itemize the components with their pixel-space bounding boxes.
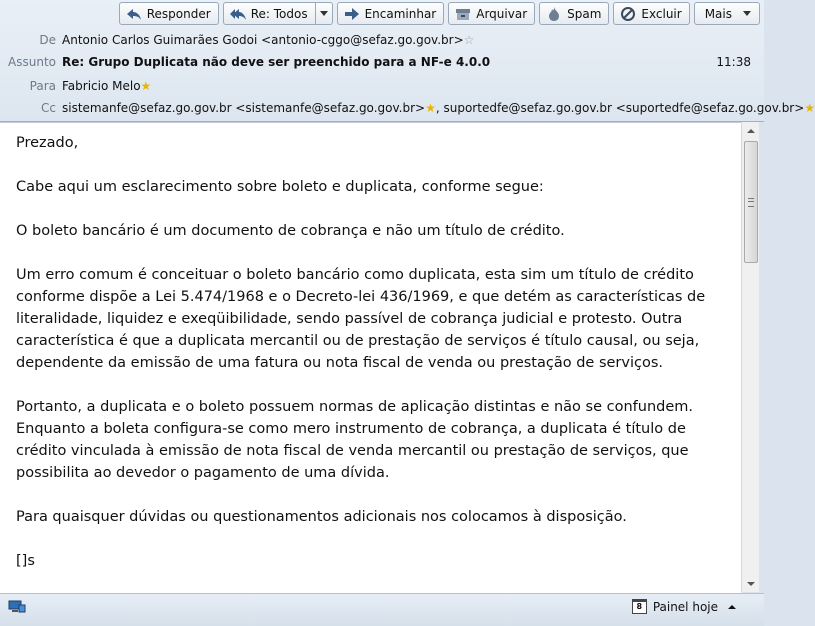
cc-value — [62, 101, 815, 115]
from-value[interactable] — [62, 33, 474, 47]
calendar-icon — [632, 599, 647, 614]
cc-row — [0, 99, 815, 119]
message-toolbar — [119, 2, 760, 27]
reply-label: Responder — [146, 6, 211, 21]
reply-all-icon — [230, 6, 246, 22]
forward-icon — [344, 6, 360, 22]
cc-separator: , — [435, 101, 440, 115]
body-paragraph: Cabe aqui um esclarecimento sobre boleto e duplicata, conforme segue: — [16, 179, 544, 195]
reply-all-button[interactable] — [223, 2, 316, 25]
reply-all-split — [223, 2, 333, 27]
scroll-up-button[interactable] — [742, 122, 759, 139]
body-paragraph: O boleto bancário é um documento de cobrança e não um título de crédito. — [16, 223, 565, 239]
chevron-down-icon — [320, 11, 328, 16]
star-icon[interactable]: ★ — [140, 79, 152, 93]
spam-label: Spam — [567, 6, 602, 21]
scroll-thumb[interactable] — [744, 141, 758, 263]
cc-recipient-2[interactable]: suportedfe@sefaz.go.gov.br <suportedfe@sefaz.go.gov.br> — [443, 101, 805, 115]
calendar-day: 8 — [636, 602, 643, 611]
more-button[interactable] — [694, 2, 760, 25]
star-icon[interactable]: ★ — [425, 101, 436, 115]
body-paragraph: []s — [16, 553, 35, 569]
scroll-down-button[interactable] — [742, 575, 759, 592]
more-label: Mais — [704, 6, 732, 21]
from-label: De — [39, 33, 56, 47]
reply-all-label: Re: Todos — [250, 6, 308, 21]
archive-label: Arquivar — [476, 6, 528, 21]
to-recipient[interactable]: Fabricio Melo — [62, 79, 141, 93]
archive-button[interactable] — [448, 2, 535, 25]
message-body[interactable] — [0, 122, 741, 593]
arrow-up-icon — [747, 129, 755, 133]
forward-label: Encaminhar — [364, 6, 437, 21]
star-outline-icon[interactable]: ☆ — [463, 33, 475, 47]
reply-icon — [126, 6, 142, 22]
body-paragraph: Para quaisquer dúvidas ou questionamentos adicionais nos colocamos à disposição. — [16, 509, 627, 525]
cc-recipient-1[interactable]: sistemanfe@sefaz.go.gov.br <sistemanfe@sefaz.go.gov.br> — [62, 101, 426, 115]
to-row — [0, 77, 764, 97]
vertical-scrollbar[interactable] — [741, 122, 759, 592]
delete-button[interactable] — [613, 2, 689, 25]
subject-row — [0, 53, 764, 73]
delete-label: Excluir — [641, 6, 682, 21]
chevron-up-icon — [728, 605, 736, 609]
chevron-down-icon — [743, 11, 751, 16]
body-paragraph: Portanto, a duplicata e o boleto possuem normas de aplicação distintas e não se confundem. Enquanto a boleta configura-se como mero instrumento de cobrança, a duplicata é título de crédito vinculada à emissão de nota fiscal de venda mercantil ou prestação de serviços, que possibilita ao devedor o pagamento de uma dívida. — [16, 399, 694, 481]
body-paragraph: Prezado, — [16, 135, 79, 151]
subject-value: Re: Grupo Duplicata não deve ser preenchido para a NF-e 4.0.0 — [62, 55, 491, 69]
cc-label: Cc — [41, 101, 56, 115]
body-paragraph: Um erro comum é conceituar o boleto bancário como duplicata, esta sim um título de crédito conforme dispõe a Lei 5.474/1968 e o Decreto-lei 436/1969, e que detém as características de literalidade, liquidez e exeqüibilidade, sendo passível de cobrança judicial e protesto. Outra característica é que a duplicata mercantil ou de prestação de serviços é título causal, ou seja, dependente da emissão de uma fatura ou nota fiscal de venda ou prestação de serviços. — [16, 267, 706, 371]
grip-icon — [748, 198, 754, 207]
to-label: Para — [29, 79, 56, 93]
reply-button[interactable] — [119, 2, 219, 25]
from-row — [0, 31, 764, 51]
today-pane-label: Painel hoje — [652, 599, 718, 614]
reply-all-dropdown[interactable] — [316, 2, 333, 25]
message-header — [0, 0, 815, 122]
message-body-text — [0, 123, 741, 572]
subject-label: Assunto — [8, 55, 56, 69]
flame-icon — [546, 6, 562, 22]
star-icon[interactable]: ★ — [804, 101, 815, 115]
delete-icon — [620, 6, 636, 22]
to-value[interactable] — [62, 79, 151, 93]
status-bar — [0, 593, 764, 626]
from-address[interactable]: Antonio Carlos Guimarães Godoi <antonio-cggo@sefaz.go.gov.br> — [62, 33, 464, 47]
spam-button[interactable] — [539, 2, 609, 25]
network-status-icon[interactable] — [8, 600, 26, 614]
arrow-down-icon — [747, 582, 755, 586]
message-time: 11:38 — [716, 55, 751, 69]
archive-icon — [455, 6, 471, 22]
forward-button[interactable] — [337, 2, 445, 25]
today-pane-toggle[interactable] — [632, 599, 736, 614]
